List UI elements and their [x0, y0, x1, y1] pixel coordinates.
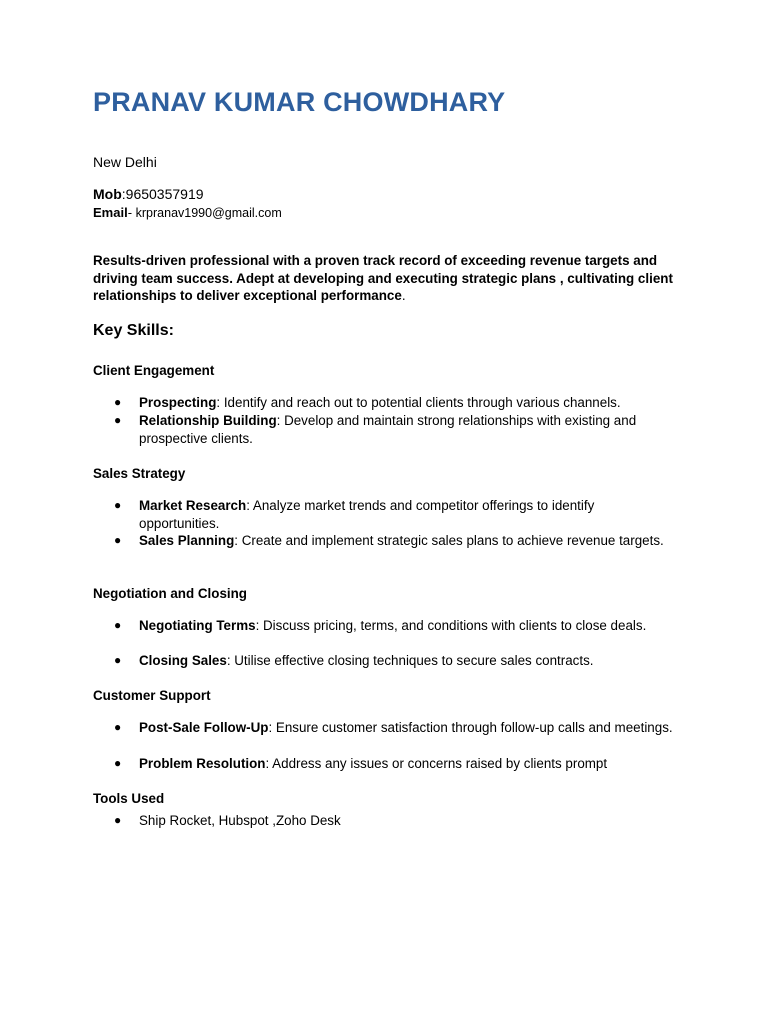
mobile-line: [93, 186, 204, 203]
candidate-name: PRANAV KUMAR CHOWDHARY: [93, 87, 506, 117]
section-heading: Client Engagement: [93, 363, 215, 378]
section-heading: Negotiation and Closing: [93, 586, 247, 601]
list-item-text: [139, 617, 674, 635]
email-line: [93, 204, 282, 222]
bullet-icon: ●: [114, 498, 122, 512]
bullet-icon: ●: [114, 813, 122, 827]
list-item-text: [139, 497, 674, 532]
email-separator: -: [127, 205, 136, 220]
bullet-icon: ●: [114, 618, 122, 632]
skill-description: : Utilise effective closing techniques to secure sales contracts.: [226, 653, 594, 668]
key-skills-heading: Key Skills:: [93, 322, 174, 339]
mobile-label: Mob: [93, 186, 122, 202]
skill-term: Negotiating Terms: [139, 618, 256, 633]
skill-term: Closing Sales: [139, 653, 227, 668]
bullet-icon: ●: [114, 413, 122, 427]
skill-description: : Address any issues or concerns raised by clients prompt: [265, 756, 608, 771]
skill-description: : Identify and reach out to potential clients through various channels.: [216, 395, 621, 410]
bullet-icon: ●: [114, 533, 122, 547]
list-item-text: [139, 394, 674, 412]
mobile-separator: :: [121, 186, 126, 202]
list-item-text: [139, 719, 674, 737]
tool-list: Ship Rocket, Hubspot ,Zoho Desk: [139, 813, 341, 828]
list-item-text: [139, 652, 674, 670]
list-item-text: [139, 755, 674, 773]
skill-description: : Ensure customer satisfaction through follow-up calls and meetings.: [268, 720, 673, 735]
section-heading: Tools Used: [93, 791, 165, 806]
section-heading: Customer Support: [93, 688, 211, 703]
skill-description: : Analyze market trends and competitor offerings to identify opportunities.: [139, 498, 595, 531]
list-item-text: [139, 412, 674, 447]
skill-term: Post-Sale Follow-Up: [139, 720, 269, 735]
bullet-icon: ●: [114, 653, 122, 667]
email-address: krpranav1990@gmail.com: [135, 206, 282, 220]
skill-term: Problem Resolution: [139, 756, 266, 771]
section-heading: Sales Strategy: [93, 466, 186, 481]
professional-summary: [93, 252, 683, 305]
list-item-text: [139, 532, 674, 550]
mobile-number: 9650357919: [125, 186, 204, 202]
skill-description: : Discuss pricing, terms, and conditions with clients to close deals.: [255, 618, 647, 633]
skill-description: : Create and implement strategic sales plans to achieve revenue targets.: [234, 533, 664, 548]
skill-term: Prospecting: [139, 395, 217, 410]
email-label: Email: [93, 205, 128, 220]
list-item-text: [139, 812, 674, 830]
skill-term: Sales Planning: [139, 533, 235, 548]
skill-description: : Develop and maintain strong relationships with existing and prospective clients.: [139, 413, 637, 446]
bullet-icon: ●: [114, 756, 122, 770]
bullet-icon: ●: [114, 395, 122, 409]
skill-term: Relationship Building: [139, 413, 277, 428]
location: New Delhi: [93, 154, 157, 170]
skill-term: Market Research: [139, 498, 247, 513]
summary-text: Results-driven professional with a proven track record of exceeding revenue targets and driving team success. Adept at developing and executing strategic plans , cultivating client relationships to deliver exceptional performance: [93, 253, 673, 304]
bullet-icon: ●: [114, 720, 122, 734]
summary-period: .: [401, 288, 406, 304]
